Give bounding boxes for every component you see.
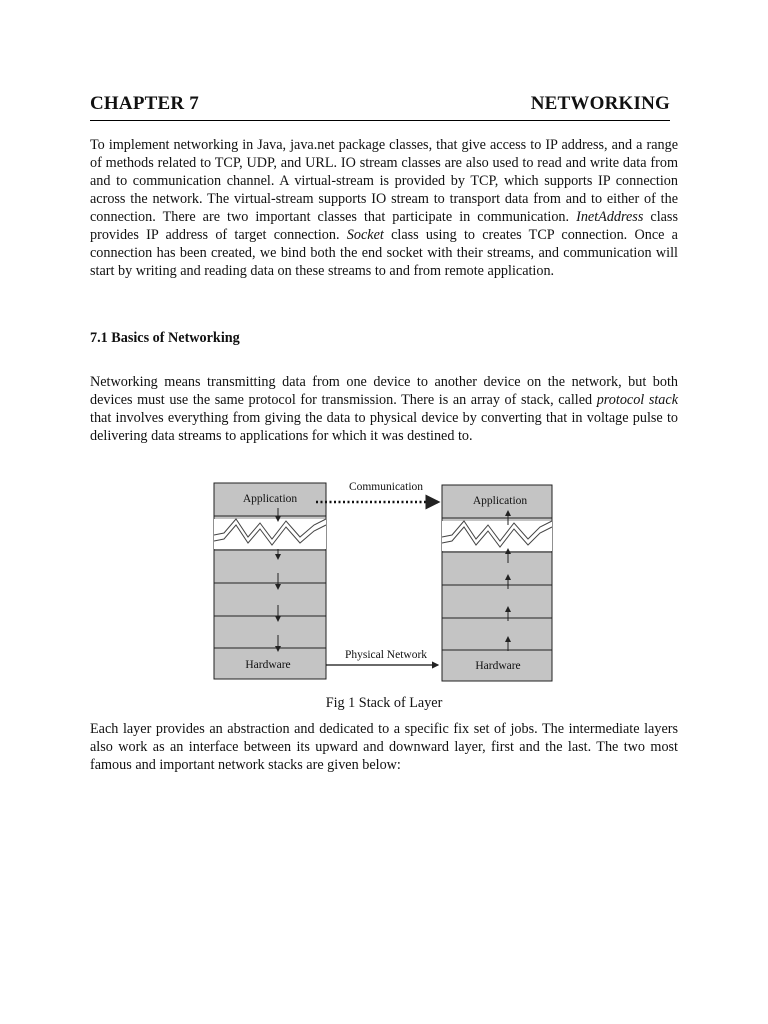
header-rule — [90, 120, 670, 121]
left-application-label: Application — [242, 493, 298, 505]
physical-network-label: Physical Network — [344, 649, 428, 661]
intro-text-3: class using to creates TCP connection. Once a connection has been created, we bind both the end socket with their streams, and communication will start by writing and reading data on these streams to and from remote application. — [90, 227, 678, 279]
intro-text-1: To implement networking in Java, java.net package classes, that give access to IP address, and a range of methods related to TCP, UDP, and URL. IO stream classes are also used to read and write data from and to communication channel. A virtual-stream is provided by TCP, which supports IP connection across the network. The virtual-stream supports IO stream to transport data from and to either of the connection. There are two important classes that participate in communication. — [90, 137, 678, 225]
figure-caption: Fig 1 Stack of Layer — [325, 695, 443, 711]
basics-paragraph — [90, 373, 678, 445]
right-break-gap — [442, 521, 552, 551]
basics-text-2: that involves everything from giving the data to physical device by converting that in voltage pulse to delivering data streams to applications for which it was destined to. — [90, 410, 678, 444]
protocol-stack-term: protocol stack — [596, 392, 678, 408]
layers-paragraph: Each layer provides an abstraction and dedicated to a specific fix set of jobs. The intermediate layers also work as an interface between its upward and downward layer, first and the last. The two most famous and important network stacks are given below: — [90, 721, 678, 773]
inetaddress-term: InetAddress — [576, 209, 644, 225]
right-application-label: Application — [472, 495, 528, 507]
socket-term: Socket — [346, 227, 384, 243]
basics-text-1: Networking means transmitting data from one device to another device on the network, but both devices must use the same protocol for transmission. There is an array of stack, called — [90, 374, 678, 408]
stack-of-layer-diagram — [210, 475, 560, 687]
left-hardware-label: Hardware — [245, 659, 291, 671]
right-hardware-label: Hardware — [475, 660, 521, 672]
left-stack-box — [214, 483, 326, 679]
page-header — [90, 93, 670, 115]
communication-label: Communication — [348, 481, 424, 493]
intro-text-2: class provides IP address of target connection. — [90, 209, 678, 243]
right-stack — [442, 485, 552, 681]
chapter-number: CHAPTER 7 — [90, 93, 199, 114]
left-break-gap — [214, 519, 326, 549]
left-stack — [214, 483, 326, 679]
right-stack-box — [442, 485, 552, 681]
intro-paragraph — [90, 136, 678, 280]
chapter-title: NETWORKING — [530, 93, 670, 114]
section-heading: 7.1 Basics of Networking — [90, 330, 240, 346]
